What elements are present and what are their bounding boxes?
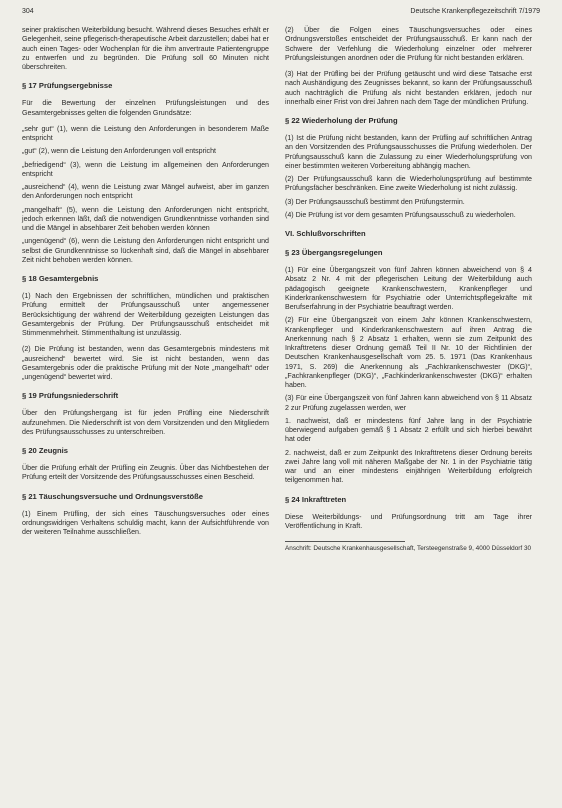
grade-definition: „sehr gut“ (1), wenn die Leistung den Anforderungen in besonderem Maße entspricht — [22, 124, 269, 142]
footnote: Anschrift: Deutsche Krankenhausgesellschaft, Tersteegenstraße 9, 4000 Düsseldorf 30 — [285, 545, 532, 552]
paragraph: (1) Für eine Übergangszeit von fünf Jahren können abweichend von § 4 Absatz 2 Nr. 4 mit der pflegerischen Leitung der Weiterbildung auch pädagogisch geeignete Krankenschwestern, Krankenpfleger und Kinderkrankenschwestern für Psychiatrie oder Unterrichtspflegekräfte mit Berufserfahrung in der Psychiatrie beauftragt werden. — [285, 266, 532, 311]
running-title: Deutsche Krankenpflegezeitschrift 7/1979 — [410, 8, 540, 15]
section-heading: § 18 Gesamtergebnis — [22, 274, 99, 283]
section-heading: § 17 Prüfungsergebnisse — [22, 81, 113, 91]
section-heading: § 22 Wiederholung der Prüfung — [285, 116, 398, 125]
paragraph: (1) Ist die Prüfung nicht bestanden, kann der Prüfling auf schriftlichen Antrag an den Vorsitzenden des Prüfungsausschusses die Prüfung wiederholen. Der Prüfungsausschuß kann die Zulassung zu einer Wiederholungsprüfung von einer bestimmten weiteren Vorbereitung abhängig machen. — [285, 134, 532, 170]
paragraph: (1) Nach den Ergebnissen der schriftlichen, mündlichen und praktischen Prüfung ermittelt der Prüfungsausschuß unter angemessener Berücksichtigung der während der Weiterbildung gezeigten Leistungen das Gesamtergebnis der Prüfung. Der Prüfungsausschuß entscheidet mit Stimmenmehrheit. Stimmenthaltung ist unzulässig. — [22, 292, 269, 337]
paragraph: (1) Einem Prüfling, der sich eines Täuschungsversuches oder eines ordnungswidrigen Verhaltens schuldig macht, kann der Aufsichtführende von der weiteren Teilnahme ausschließen. — [22, 509, 269, 536]
list-item: 1. nachweist, daß er mindestens fünf Jahre lang in der Psychiatrie überwiegend aufgaben gemäß § 1 Absatz 2 erfüllt und sich hierbei bewährt hat oder — [285, 416, 532, 444]
paragraph: (2) Die Prüfung ist bestanden, wenn das Gesamtergebnis mindestens mit „ausreichend“ bewertet wird. Sie ist nicht bestanden, wenn das Gesamtergebnis oder die praktische Prüfung mit der Note „mangelhaft“ oder „ungenügend“ bewertet wird. — [22, 345, 269, 381]
grade-definition: „gut“ (2), wenn die Leistung den Anforderungen voll entspricht — [22, 147, 217, 156]
section-heading: § 21 Täuschungsversuche und Ordnungsverstöße — [22, 491, 204, 501]
section-heading: § 24 Inkrafttreten — [285, 494, 347, 504]
paragraph: (2) Für eine Übergangszeit von einem Jahr können Krankenschwestern, Krankenpfleger und Kinderkrankenschwestern auf ihren Antrag die Anerkennung nach § 2 Absatz 1 erhalten, wenn sie zum Zeitpunkt des Inkrafttretens dieser Ordnung gemäß Teil II Nr. 10 der Richtlinien der Deutschen Krankenhausgesellschaft vom 25. 5. 1971 (Das Krankenhaus 1971, S. 269) die Anerkennung als „Fachkrankenschwester (DKG)“, „Fachkrankenpfleger (DKG)“, „Fachkinderkrankenschwester (DKG)“ erhalten haben. — [285, 316, 532, 389]
left-column — [22, 26, 269, 544]
grade-definition: „mangelhaft“ (5), wenn die Leistung den Anforderungen nicht entspricht, jedoch erkennen läßt, daß die notwendigen Grundkenntnisse vorhanden sind und die Mängel in absehbarer Zeit behoben werden können — [22, 205, 269, 232]
paragraph: Für die Bewertung der einzelnen Prüfungsleistungen und des Gesamtergebnisses gelten die folgenden Grundsätze: — [22, 99, 269, 117]
section-heading: § 23 Übergangsregelungen — [285, 248, 383, 257]
paragraph: (2) Der Prüfungsausschuß kann die Wiederholungsprüfung auf bestimmte Prüfungsfächer beschränken. Eine zweite Wiederholung ist nicht zulässig. — [285, 175, 532, 193]
grade-definition: „ausreichend“ (4), wenn die Leistung zwar Mängel aufweist, aber im ganzen den Anforderungen noch entspricht — [22, 183, 269, 201]
paragraph: (3) Für eine Übergangszeit von fünf Jahren kann abweichend von § 11 Absatz 2 zur Prüfung zugelassen werden, wer — [285, 394, 532, 412]
page-header — [22, 8, 540, 22]
section-heading: § 20 Zeugnis — [22, 446, 69, 455]
paragraph: (2) Über die Folgen eines Täuschungsversuches oder eines Ordnungsverstoßes entscheidet der Prüfungsausschuß. Er kann nach der Schwere der Verfehlung die Wiederholung einzelner oder mehrerer Prüfungsleistungen anordnen oder die Prüfung für nicht bestanden erklären. — [285, 26, 532, 62]
grade-definition: „ungenügend“ (6), wenn die Leistung den Anforderungen nicht entspricht und selbst die Grundkenntnisse so lückenhaft sind, daß die Mängel in absehbarer Zeit nicht behoben werden können. — [22, 237, 269, 264]
paragraph: (4) Die Prüfung ist vor dem gesamten Prüfungsausschuß zu wiederholen. — [285, 210, 516, 219]
footnote-divider — [285, 541, 405, 542]
paragraph: (3) Hat der Prüfling bei der Prüfung getäuscht und wird diese Tatsache erst nach Aushändigung des Zeugnisses bekannt, so kann der Prüfungsausschuß auch nachträglich die Prüfung als nicht bestanden erklären, jedoch nur innerhalb einer Frist von drei Jahren nach dem Tage der mündlichen Prüfung. — [285, 70, 532, 106]
paragraph: Über die Prüfung erhält der Prüfling ein Zeugnis. Über das Nichtbestehen der Prüfung erteilt der Vorsitzende des Prüfungsausschusses einen Bescheid. — [22, 464, 269, 482]
paragraph: Diese Weiterbildungs- und Prüfungsordnung tritt am Tage ihrer Veröffentlichung in Kraft. — [285, 512, 532, 530]
paragraph: seiner praktischen Weiterbildung besucht. Während dieses Besuches erhält er Gelegenheit, seine pflegerisch-therapeutische Arbeit darzustellen; dabei hat er auch einen Tages- oder Wochenplan für die ihm anvertraute Patientengruppe zu entwerfen und zu begründen. Die Prüfung soll 60 Minuten nicht überschreiten. — [22, 26, 269, 71]
part-heading: VI. Schlußvorschriften — [285, 229, 366, 238]
list-item: 2. nachweist, daß er zum Zeitpunkt des Inkrafttretens dieser Ordnung bereits zwei Jahre lang voll mit näheren Maßgabe der Nr. 1 in der Psychiatrie tätig war und an einer mindestens einjährigen Weiterbildung erfolgreich teilgenommen hat. — [285, 448, 532, 485]
paragraph: (3) Der Prüfungsausschuß bestimmt den Prüfungstermin. — [285, 197, 465, 206]
grade-definition: „befriedigend“ (3), wenn die Leistung im allgemeinen den Anforderungen entspricht — [22, 160, 269, 178]
right-column — [285, 26, 532, 553]
page-number: 304 — [22, 8, 34, 15]
section-heading: § 19 Prüfungsniederschrift — [22, 391, 119, 401]
paragraph: Über den Prüfungshergang ist für jeden Prüfling eine Niederschrift aufzunehmen. Die Niederschrift ist von dem Vorsitzenden und den Mitgliedern des Prüfungsausschusses zu unterschreiben. — [22, 409, 269, 436]
